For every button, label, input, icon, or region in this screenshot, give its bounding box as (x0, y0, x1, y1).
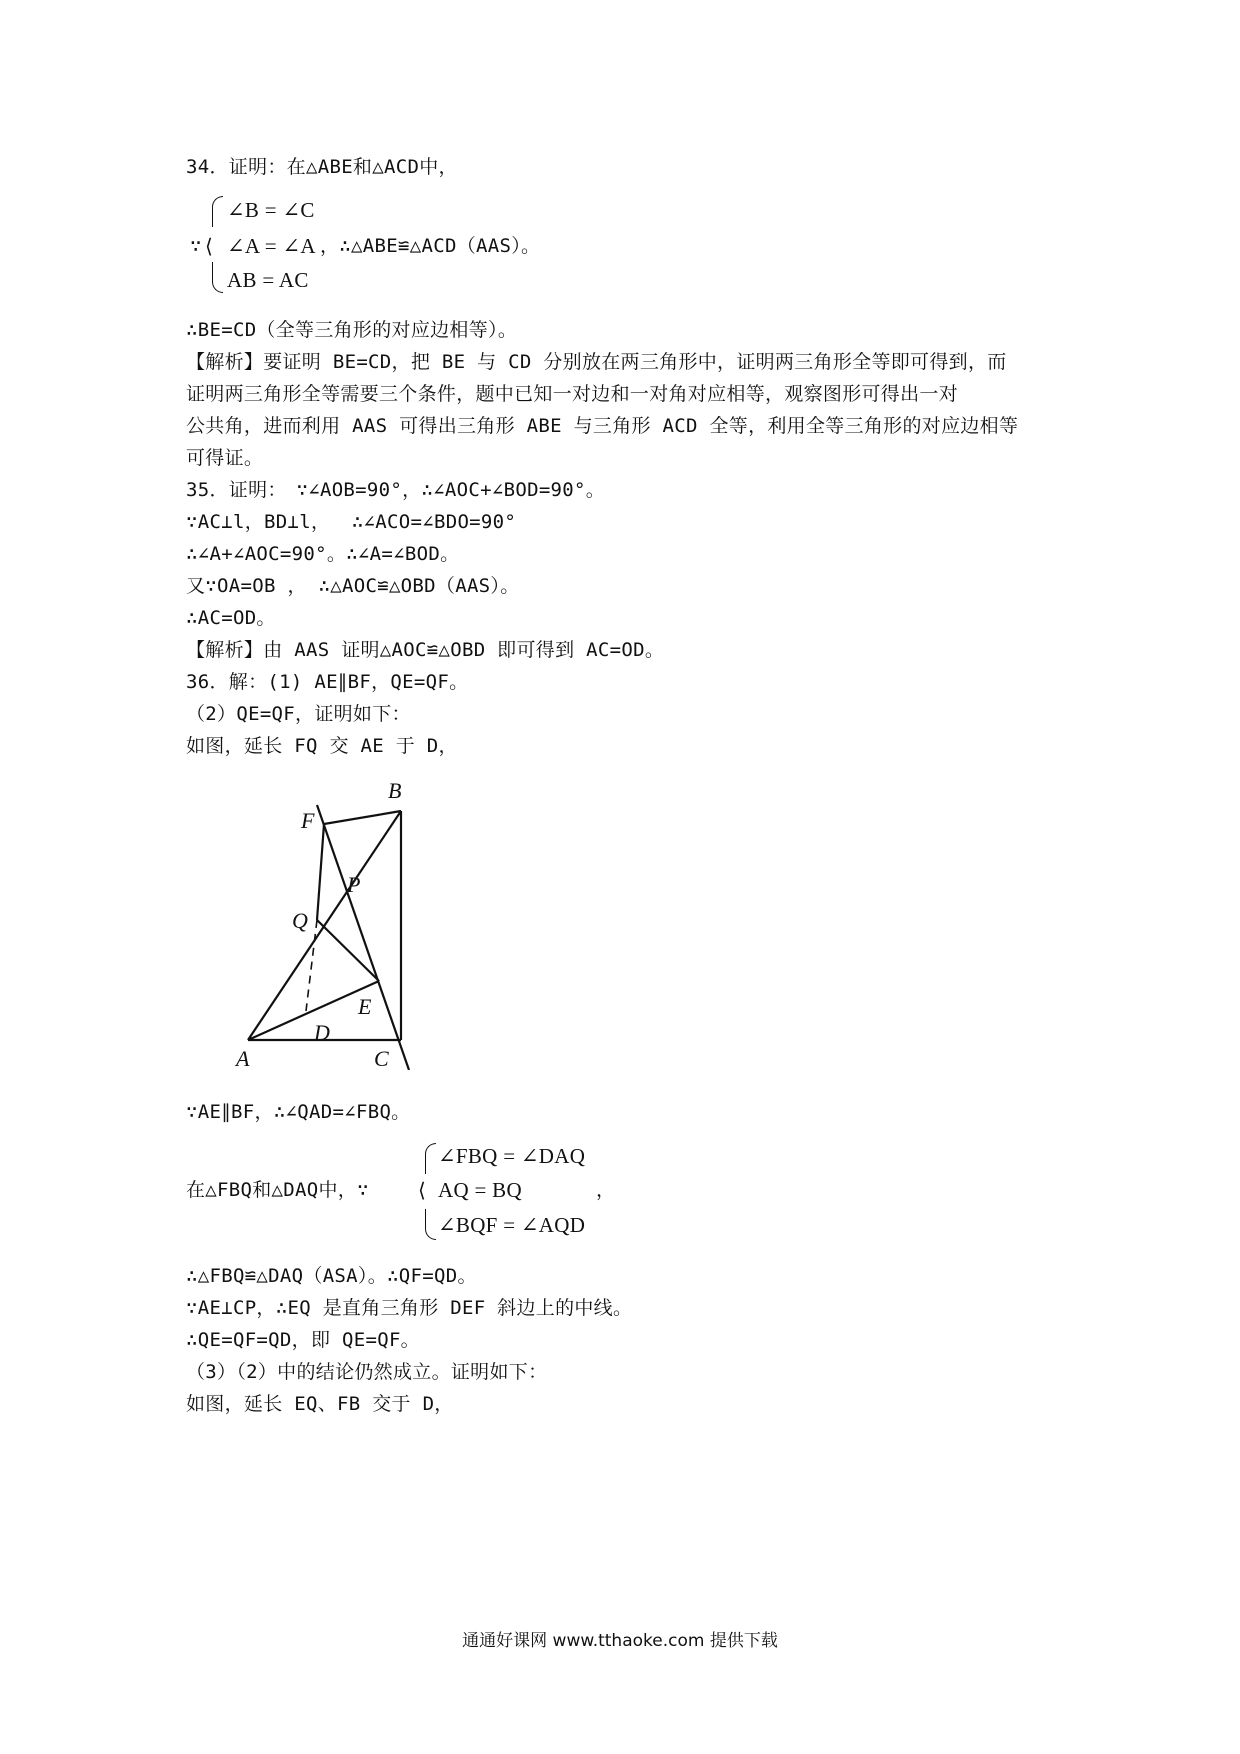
line-through-F-C (317, 805, 409, 1070)
p36-condition-2: AQ = BQ (438, 1178, 522, 1202)
p36-comma: ， (596, 1179, 616, 1201)
page-footer: 通通好课网 www.tthaoke.com 提供下载 (462, 1631, 778, 1651)
brace-top (212, 196, 223, 227)
label-B: B (388, 778, 402, 803)
segment-FB (324, 811, 401, 824)
geometry-figure (220, 770, 440, 1070)
p34-analysis-4: 可得证。 (186, 447, 264, 469)
label-C: C (374, 1046, 389, 1070)
p34-analysis-3: 公共角，进而利用 AAS 可得出三角形 ABE 与三角形 ACD 全等，利用全等三角形的对应边相等 (186, 415, 1019, 437)
p36-condition-1: ∠FBQ = ∠DAQ (438, 1144, 586, 1168)
label-Q: Q (292, 908, 308, 933)
label-A: A (236, 1046, 250, 1070)
brace-bottom (212, 262, 223, 293)
label-P: P (347, 872, 361, 897)
p36-line-2: （2）QE=QF，证明如下： (186, 703, 411, 725)
p34-conclusion: ，∴△ABE≌△ACD（AAS）。 (320, 235, 541, 257)
brace-top-2 (425, 1143, 436, 1174)
since-symbol: ∵ (190, 235, 202, 257)
segment-FQ (317, 824, 324, 920)
p35-analysis: 【解析】由 AAS 证明△AOC≌△OBD 即可得到 AC=OD。 (186, 639, 665, 661)
p34-analysis-1: 【解析】要证明 BE=CD，把 BE 与 CD 分别放在两三角形中，证明两三角形全等即可得到，而 (186, 351, 1007, 373)
p36-condition-3: ∠BQF = ∠AQD (438, 1213, 586, 1237)
p36-line-6: ∴△FBQ≌△DAQ（ASA）。∴QF=QD。 (186, 1265, 477, 1287)
p36-line-10: 如图，延长 EQ、FB 交于 D， (186, 1393, 454, 1415)
p36-line-5: 在△FBQ和△DAQ中，∵ (186, 1179, 369, 1201)
p36-line-4: ∵AE∥BF，∴∠QAD=∠FBQ。 (186, 1101, 411, 1123)
p34-line-2: ∴BE=CD（全等三角形的对应边相等）。 (186, 319, 518, 341)
p34-condition-3: AB = AC (227, 268, 309, 292)
p34-condition-1: ∠B = ∠C (227, 198, 315, 222)
brace-bottom-2 (425, 1209, 436, 1240)
p35-line-4: 又∵OA=OB ， ∴△AOC≌△OBD（AAS）。 (186, 575, 520, 597)
brace-point: ⟨ (203, 234, 216, 258)
p35-line-3: ∴∠A+∠AOC=90°。∴∠A=∠BOD。 (186, 543, 460, 565)
p36-line-7: ∵AE⊥CP，∴EQ 是直角三角形 DEF 斜边上的中线。 (186, 1297, 633, 1319)
label-D: D (314, 1020, 330, 1045)
p36-line-3: 如图，延长 FQ 交 AE 于 D， (186, 735, 458, 757)
p35-line-2: ∵AC⊥l，BD⊥l， ∴∠ACO=∠BDO=90° (186, 511, 517, 533)
p36-line-9: （3）（2）中的结论仍然成立。证明如下： (186, 1361, 548, 1383)
p35-line-1: 35．证明： ∵∠AOB=90°，∴∠AOC+∠BOD=90°。 (186, 479, 606, 501)
p34-line-1: 34．证明：在△ABE和△ACD中， (186, 156, 458, 178)
p34-analysis-2: 证明两三角形全等需要三个条件，题中已知一对边和一对角对应相等，观察图形可得出一对 (186, 383, 959, 405)
brace-point-2: ⟨ (416, 1178, 429, 1202)
label-F: F (301, 808, 315, 833)
segment-QE (317, 920, 379, 981)
p36-line-1: 36．解：(1) AE∥BF，QE=QF。 (186, 671, 469, 693)
p34-condition-2: ∠A = ∠A (227, 234, 316, 258)
label-E: E (358, 994, 372, 1019)
segment-QD-dashed (306, 920, 317, 1011)
p36-line-8: ∴QE=QF=QD，即 QE=QF。 (186, 1329, 420, 1351)
p35-line-5: ∴AC=OD。 (186, 607, 276, 629)
